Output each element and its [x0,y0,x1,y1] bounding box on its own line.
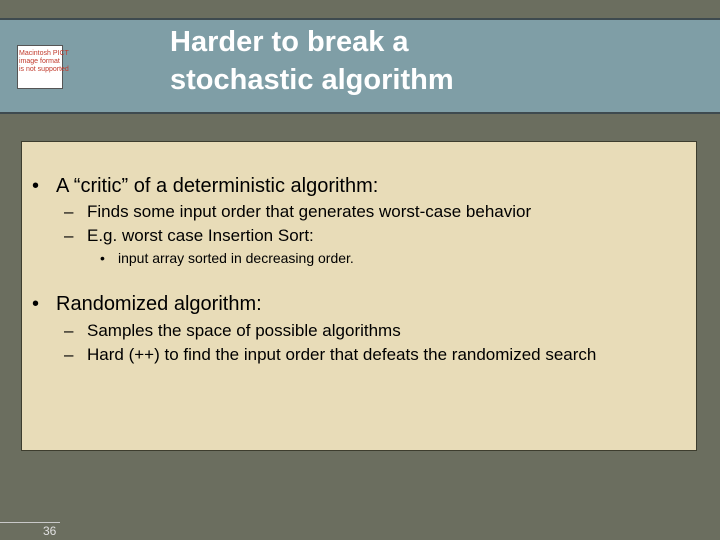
pict-placeholder-line: image format [19,58,60,65]
bullet-text: E.g. worst case Insertion Sort: [87,226,314,245]
dash-marker: – [64,345,74,364]
title-bar [0,18,720,114]
page-number-rule [0,522,60,523]
unsupported-image-placeholder [17,45,69,89]
bullet-item [64,345,596,365]
page-number: 36 [43,524,57,538]
bullet-item [64,321,401,341]
bullet-marker: • [32,175,40,197]
bullet-item [32,293,262,316]
dash-marker: – [64,226,74,245]
bullet-marker: • [100,250,105,266]
bullet-item [100,250,354,266]
dash-marker: – [64,321,74,340]
dash-marker: – [64,202,74,221]
bullet-item [64,202,531,222]
bullet-text: A “critic” of a deterministic algorithm: [56,175,379,197]
bullet-item [64,226,314,246]
content-box [21,141,697,451]
bullet-marker: • [32,293,40,315]
slide-title-line: stochastic algorithm [170,64,454,96]
bullet-item [32,175,378,198]
pict-placeholder-line: Macintosh PICT [19,50,69,57]
slide-title [170,23,454,99]
bullet-text: Samples the space of possible algorithms [87,321,401,340]
pict-placeholder-line: is not supported [19,66,69,73]
slide-title-line: Harder to break a [170,26,409,58]
bullet-text: Finds some input order that generates worst-case behavior [87,202,532,221]
bullet-text: input array sorted in decreasing order. [118,250,354,266]
bullet-text: Hard (++) to find the input order that defeats the randomized search [87,345,597,364]
bullet-text: Randomized algorithm: [56,293,262,315]
